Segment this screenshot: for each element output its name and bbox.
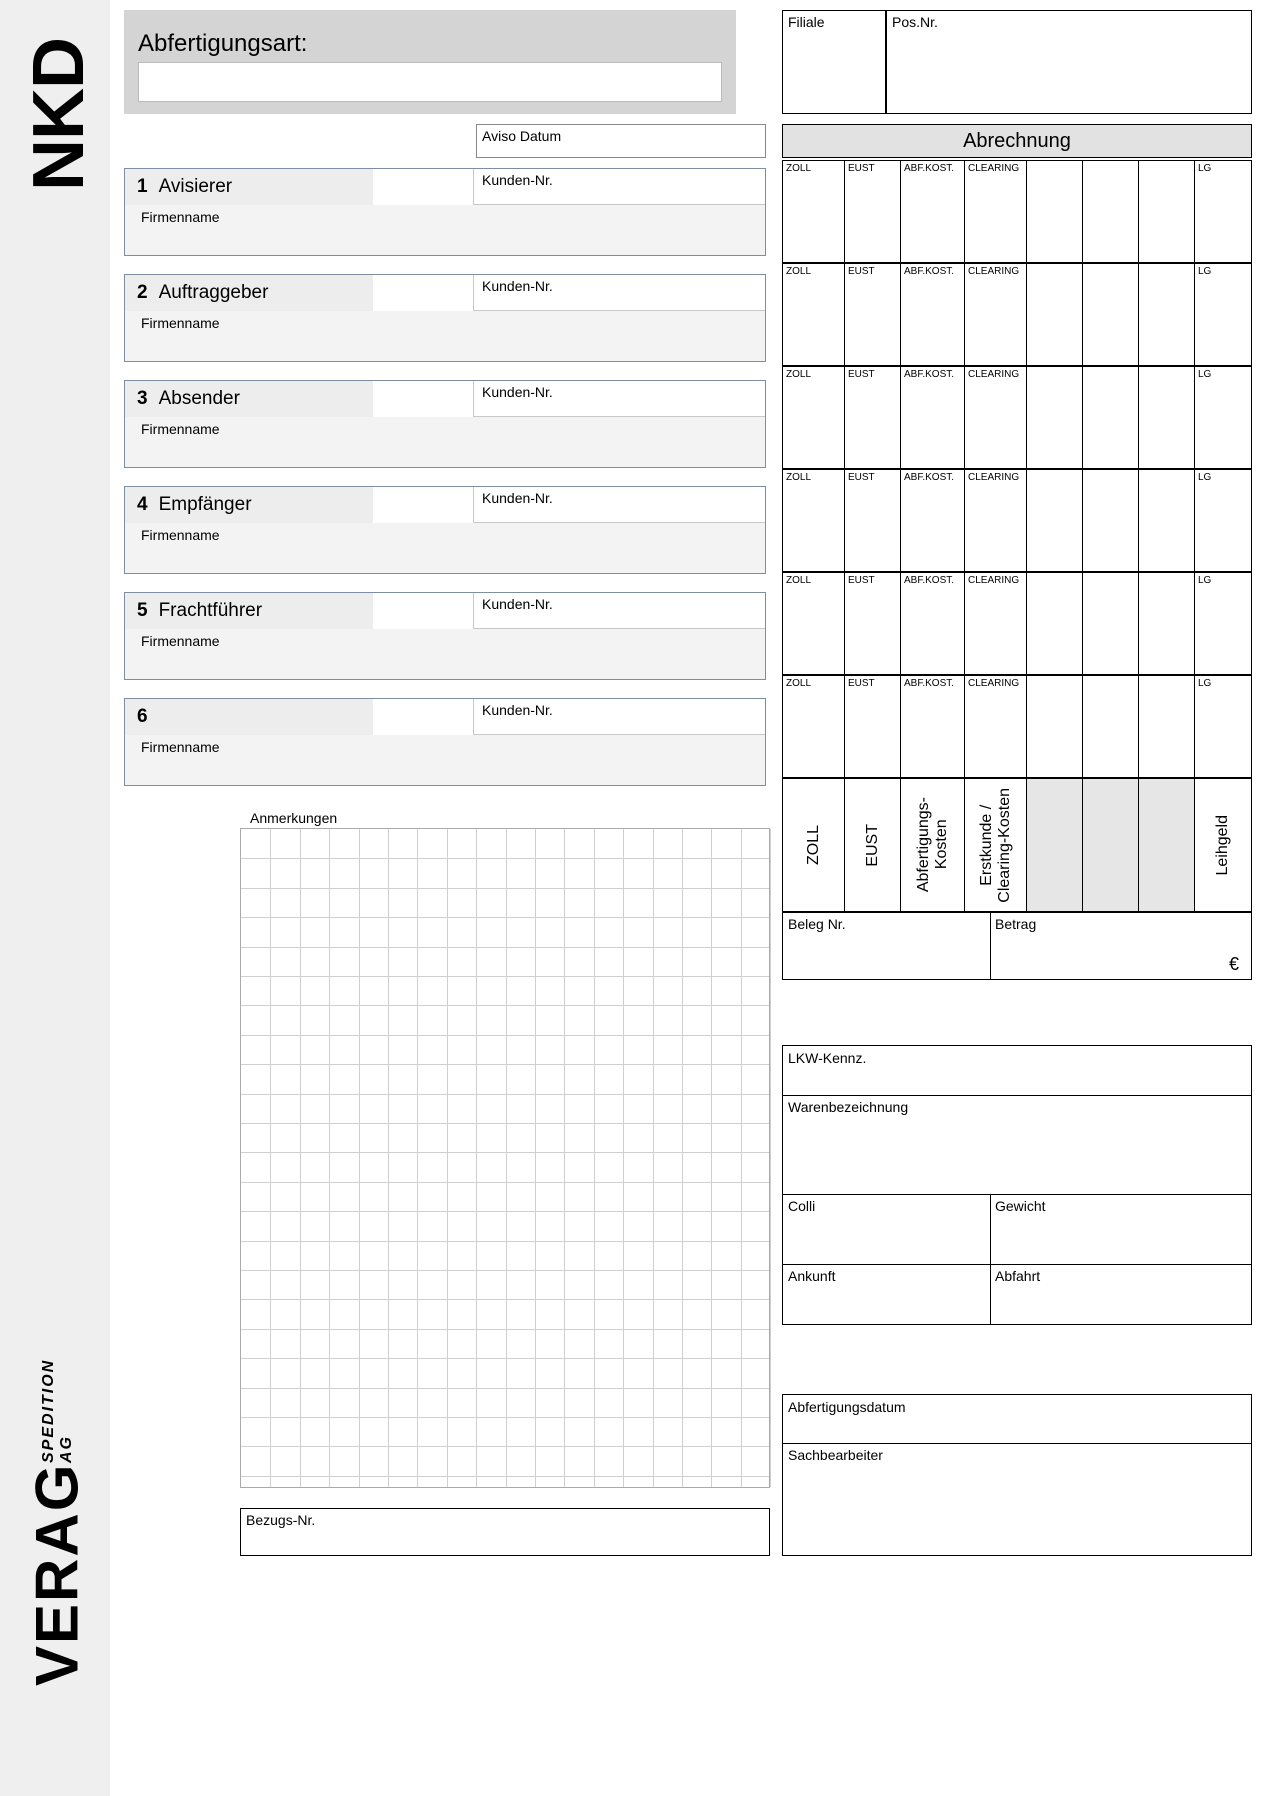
abrechnung-cell-r6-c8[interactable] [1195, 676, 1251, 777]
nkd-logo: NKD [19, 38, 99, 192]
grid-line-h [241, 947, 769, 948]
abrechnung-col-header-r1-c8: LG [1198, 163, 1212, 174]
abrechnung-row-5 [782, 572, 1252, 675]
abrechnung-cell-r5-c7[interactable] [1139, 573, 1195, 674]
abrechnung-cell-r2-c4[interactable] [965, 264, 1027, 365]
bezugs-nr-field[interactable] [240, 1508, 770, 1556]
grid-line-h [241, 1241, 769, 1242]
party-name-3: Absender [158, 388, 240, 409]
abrechnung-cell-r1-c1[interactable] [783, 161, 845, 262]
abrechnung-col-header-r6-c3: ABF.KOST. [904, 678, 955, 689]
currency-symbol: € [1228, 954, 1239, 974]
verag-logo-main: VERAG [23, 1462, 91, 1686]
party-title-3 [125, 381, 373, 417]
abrechnung-col-header-r2-c8: LG [1198, 266, 1212, 277]
abrechnung-totals-header [782, 778, 1252, 912]
abrechnung-row-4 [782, 469, 1252, 572]
abrechnung-cell-r5-c3[interactable] [901, 573, 965, 674]
totals-col-label-2: EUST [863, 823, 881, 867]
abfahrt-label: Abfahrt [995, 1268, 1041, 1284]
abrechnung-cell-r3-c7[interactable] [1139, 367, 1195, 468]
abrechnung-col-header-r6-c8: LG [1198, 678, 1212, 689]
grid-line-h [241, 1182, 769, 1183]
transport-section [782, 1045, 1252, 1325]
abrechnung-col-header-r4-c2: EUST [848, 472, 875, 483]
abrechnung-cell-r5-c5[interactable] [1027, 573, 1083, 674]
abrechnung-col-header-r4-c8: LG [1198, 472, 1212, 483]
abrechnung-cell-r1-c8[interactable] [1195, 161, 1251, 262]
party-title-1 [125, 169, 373, 205]
abrechnung-cell-r1-c3[interactable] [901, 161, 965, 262]
abrechnung-cell-r1-c5[interactable] [1027, 161, 1083, 262]
grid-line-h [241, 1094, 769, 1095]
abrechnung-cell-r2-c8[interactable] [1195, 264, 1251, 365]
grid-line-h [241, 888, 769, 889]
abrechnung-col-header-r5-c3: ABF.KOST. [904, 575, 955, 586]
totals-col-label-8: Leihgeld [1214, 814, 1231, 876]
firmenname-label-6: Firmenname [141, 739, 220, 755]
abfertigungsart-section [124, 10, 736, 114]
abfertigungsart-label: Abfertigungsart: [138, 30, 308, 57]
abrechnung-col-header-r6-c2: EUST [848, 678, 875, 689]
abfertigungsdatum-label: Abfertigungsdatum [788, 1399, 906, 1415]
abrechnung-cell-r4-c3[interactable] [901, 470, 965, 571]
party-name-4: Empfänger [158, 494, 252, 515]
form-page [110, 0, 1264, 1796]
grid-line-h [241, 976, 769, 977]
abrechnung-cell-r4-c2[interactable] [845, 470, 901, 571]
kunden-nr-field-5[interactable] [473, 593, 765, 629]
abrechnung-col-header-r1-c1: ZOLL [786, 163, 812, 174]
grid-line-v [770, 829, 771, 1487]
totals-col-2 [845, 779, 901, 911]
firmenname-field-4[interactable] [125, 523, 765, 573]
abrechnung-col-header-r2-c2: EUST [848, 266, 875, 277]
firmenname-field-6[interactable] [125, 735, 765, 785]
abrechnung-cell-r2-c3[interactable] [901, 264, 965, 365]
footer-section [782, 1394, 1252, 1556]
abrechnung-cell-r3-c2[interactable] [845, 367, 901, 468]
abrechnung-col-header-r4-c1: ZOLL [786, 472, 812, 483]
totals-col-label-3: Abfertigungs- Kosten [914, 797, 950, 893]
grid-line-h [241, 1476, 769, 1477]
party-title-5 [125, 593, 373, 629]
abrechnung-col-header-r5-c1: ZOLL [786, 575, 812, 586]
abrechnung-col-header-r6-c4: CLEARING [968, 678, 1020, 689]
totals-col-7 [1139, 779, 1195, 911]
party-number-1: 1 [137, 176, 148, 197]
party-number-6: 6 [137, 706, 148, 727]
firmenname-label-5: Firmenname [141, 633, 220, 649]
abrechnung-col-header-r3-c2: EUST [848, 369, 875, 380]
abrechnung-col-header-r5-c8: LG [1198, 575, 1212, 586]
kunden-nr-field-4[interactable] [473, 487, 765, 523]
warenbezeichnung-label: Warenbezeichnung [788, 1099, 909, 1115]
abrechnung-col-header-r4-c3: ABF.KOST. [904, 472, 955, 483]
abrechnung-cell-r6-c2[interactable] [845, 676, 901, 777]
filiale-field[interactable] [782, 10, 886, 114]
abrechnung-col-header-r1-c3: ABF.KOST. [904, 163, 955, 174]
abrechnung-cell-r4-c8[interactable] [1195, 470, 1251, 571]
totals-col-4 [965, 779, 1027, 911]
grid-line-h [241, 1270, 769, 1271]
beleg-nr-label: Beleg Nr. [788, 916, 846, 932]
abrechnung-col-header-r6-c1: ZOLL [786, 678, 812, 689]
abrechnung-cell-r4-c6[interactable] [1083, 470, 1139, 571]
abrechnung-cell-r5-c8[interactable] [1195, 573, 1251, 674]
party-number-2: 2 [137, 282, 148, 303]
party-block-1 [124, 168, 766, 256]
firmenname-field-2[interactable] [125, 311, 765, 361]
grid-line-h [241, 1388, 769, 1389]
abrechnung-row-1 [782, 160, 1252, 263]
totals-col-6 [1083, 779, 1139, 911]
gewicht-label: Gewicht [995, 1198, 1046, 1214]
grid-line-h [241, 1446, 769, 1447]
grid-line-h [241, 1064, 769, 1065]
abrechnung-cell-r1-c2[interactable] [845, 161, 901, 262]
abrechnung-cell-r2-c5[interactable] [1027, 264, 1083, 365]
abrechnung-cell-r3-c3[interactable] [901, 367, 965, 468]
abrechnung-col-header-r3-c8: LG [1198, 369, 1212, 380]
abrechnung-cell-r4-c4[interactable] [965, 470, 1027, 571]
kunden-nr-field-2[interactable] [473, 275, 765, 311]
sachbearbeiter-label: Sachbearbeiter [788, 1447, 883, 1463]
abrechnung-col-header-r1-c2: EUST [848, 163, 875, 174]
posnr-label: Pos.Nr. [892, 14, 938, 30]
totals-col-1 [783, 779, 845, 911]
grid-line-h [241, 1329, 769, 1330]
abrechnung-cell-r3-c4[interactable] [965, 367, 1027, 468]
grid-line-h [241, 1211, 769, 1212]
abrechnung-cell-r6-c4[interactable] [965, 676, 1027, 777]
grid-line-h [241, 1152, 769, 1153]
betrag-label: Betrag [995, 916, 1037, 932]
party-title-4 [125, 487, 373, 523]
abrechnung-col-header-r4-c4: CLEARING [968, 472, 1020, 483]
abrechnung-title: Abrechnung [782, 124, 1252, 158]
filiale-label: Filiale [788, 14, 825, 30]
grid-line-h [241, 1358, 769, 1359]
abrechnung-cell-r6-c6[interactable] [1083, 676, 1139, 777]
abrechnung-col-header-r2-c1: ZOLL [786, 266, 812, 277]
kunden-nr-field-6[interactable] [473, 699, 765, 735]
party-block-2 [124, 274, 766, 362]
verag-logo [20, 1358, 94, 1686]
beleg-section[interactable] [782, 912, 1252, 980]
firmenname-field-1[interactable] [125, 205, 765, 255]
grid-line-h [241, 858, 769, 859]
totals-col-8 [1195, 779, 1251, 911]
abrechnung-cell-r6-c7[interactable] [1139, 676, 1195, 777]
party-block-6 [124, 698, 766, 786]
kunden-nr-label-5: Kunden-Nr. [482, 596, 553, 612]
abrechnung-col-header-r5-c4: CLEARING [968, 575, 1020, 586]
party-number-4: 4 [137, 494, 148, 515]
firmenname-label-1: Firmenname [141, 209, 220, 225]
abrechnung-cell-r6-c1[interactable] [783, 676, 845, 777]
aviso-datum-field[interactable] [476, 124, 766, 158]
verag-logo-subtitle: SPEDITION AG [40, 1358, 75, 1463]
kunden-nr-label-3: Kunden-Nr. [482, 384, 553, 400]
party-block-5 [124, 592, 766, 680]
bezugs-nr-label: Bezugs-Nr. [246, 1512, 316, 1528]
abfertigungsart-input[interactable] [138, 62, 722, 102]
ankunft-label: Ankunft [788, 1268, 836, 1284]
abrechnung-row-6 [782, 675, 1252, 778]
abrechnung-cell-r5-c4[interactable] [965, 573, 1027, 674]
kunden-nr-label-2: Kunden-Nr. [482, 278, 553, 294]
totals-col-label-4: Erstkunde / Clearing-Kosten [977, 787, 1013, 903]
party-block-4 [124, 486, 766, 574]
abrechnung-row-2 [782, 263, 1252, 366]
abrechnung-col-header-r2-c4: CLEARING [968, 266, 1020, 277]
party-name-5: Frachtführer [158, 600, 263, 621]
kunden-nr-label-4: Kunden-Nr. [482, 490, 553, 506]
abrechnung-col-header-r3-c1: ZOLL [786, 369, 812, 380]
party-name-1: Avisierer [158, 176, 233, 197]
abrechnung-cell-r3-c6[interactable] [1083, 367, 1139, 468]
anmerkungen-grid[interactable] [240, 828, 770, 1488]
abrechnung-cell-r6-c3[interactable] [901, 676, 965, 777]
abrechnung-col-header-r1-c4: CLEARING [968, 163, 1020, 174]
abrechnung-cell-r2-c6[interactable] [1083, 264, 1139, 365]
lkw-kennz-label: LKW-Kennz. [788, 1050, 867, 1066]
abrechnung-cell-r3-c1[interactable] [783, 367, 845, 468]
totals-col-3 [901, 779, 965, 911]
abrechnung-cell-r4-c1[interactable] [783, 470, 845, 571]
colli-label: Colli [788, 1198, 816, 1214]
abrechnung-col-header-r2-c3: ABF.KOST. [904, 266, 955, 277]
kunden-nr-field-1[interactable] [473, 169, 765, 205]
firmenname-label-3: Firmenname [141, 421, 220, 437]
party-number-5: 5 [137, 600, 148, 621]
kunden-nr-field-3[interactable] [473, 381, 765, 417]
grid-line-h [241, 1299, 769, 1300]
abrechnung-cell-r5-c1[interactable] [783, 573, 845, 674]
abrechnung-cell-r2-c1[interactable] [783, 264, 845, 365]
totals-col-label-1: ZOLL [804, 824, 822, 865]
abrechnung-col-header-r3-c4: CLEARING [968, 369, 1020, 380]
grid-line-h [241, 1005, 769, 1006]
abrechnung-cell-r5-c2[interactable] [845, 573, 901, 674]
party-title-2 [125, 275, 373, 311]
party-number-3: 3 [137, 388, 148, 409]
abrechnung-cell-r4-c7[interactable] [1139, 470, 1195, 571]
abrechnung-cell-r5-c6[interactable] [1083, 573, 1139, 674]
abrechnung-cell-r1-c4[interactable] [965, 161, 1027, 262]
party-block-3 [124, 380, 766, 468]
abrechnung-col-header-r3-c3: ABF.KOST. [904, 369, 955, 380]
abrechnung-cell-r2-c2[interactable] [845, 264, 901, 365]
party-name-2: Auftraggeber [158, 282, 269, 303]
abrechnung-cell-r1-c6[interactable] [1083, 161, 1139, 262]
grid-line-h [241, 1123, 769, 1124]
abrechnung-cell-r6-c5[interactable] [1027, 676, 1083, 777]
abrechnung-cell-r3-c5[interactable] [1027, 367, 1083, 468]
left-sidebar [0, 0, 110, 1796]
kunden-nr-label-1: Kunden-Nr. [482, 172, 553, 188]
firmenname-label-4: Firmenname [141, 527, 220, 543]
grid-line-h [241, 917, 769, 918]
abrechnung-cell-r2-c7[interactable] [1139, 264, 1195, 365]
firmenname-label-2: Firmenname [141, 315, 220, 331]
abrechnung-cell-r4-c5[interactable] [1027, 470, 1083, 571]
posnr-field[interactable] [886, 10, 1252, 114]
abrechnung-row-3 [782, 366, 1252, 469]
grid-line-h [241, 1417, 769, 1418]
aviso-datum-label: Aviso Datum [482, 128, 562, 144]
party-title-6 [125, 699, 373, 735]
anmerkungen-label: Anmerkungen [250, 810, 338, 826]
grid-line-h [241, 1035, 769, 1036]
totals-col-5 [1027, 779, 1083, 911]
firmenname-field-3[interactable] [125, 417, 765, 467]
abrechnung-cell-r1-c7[interactable] [1139, 161, 1195, 262]
abrechnung-col-header-r5-c2: EUST [848, 575, 875, 586]
kunden-nr-label-6: Kunden-Nr. [482, 702, 553, 718]
abrechnung-cell-r3-c8[interactable] [1195, 367, 1251, 468]
firmenname-field-5[interactable] [125, 629, 765, 679]
